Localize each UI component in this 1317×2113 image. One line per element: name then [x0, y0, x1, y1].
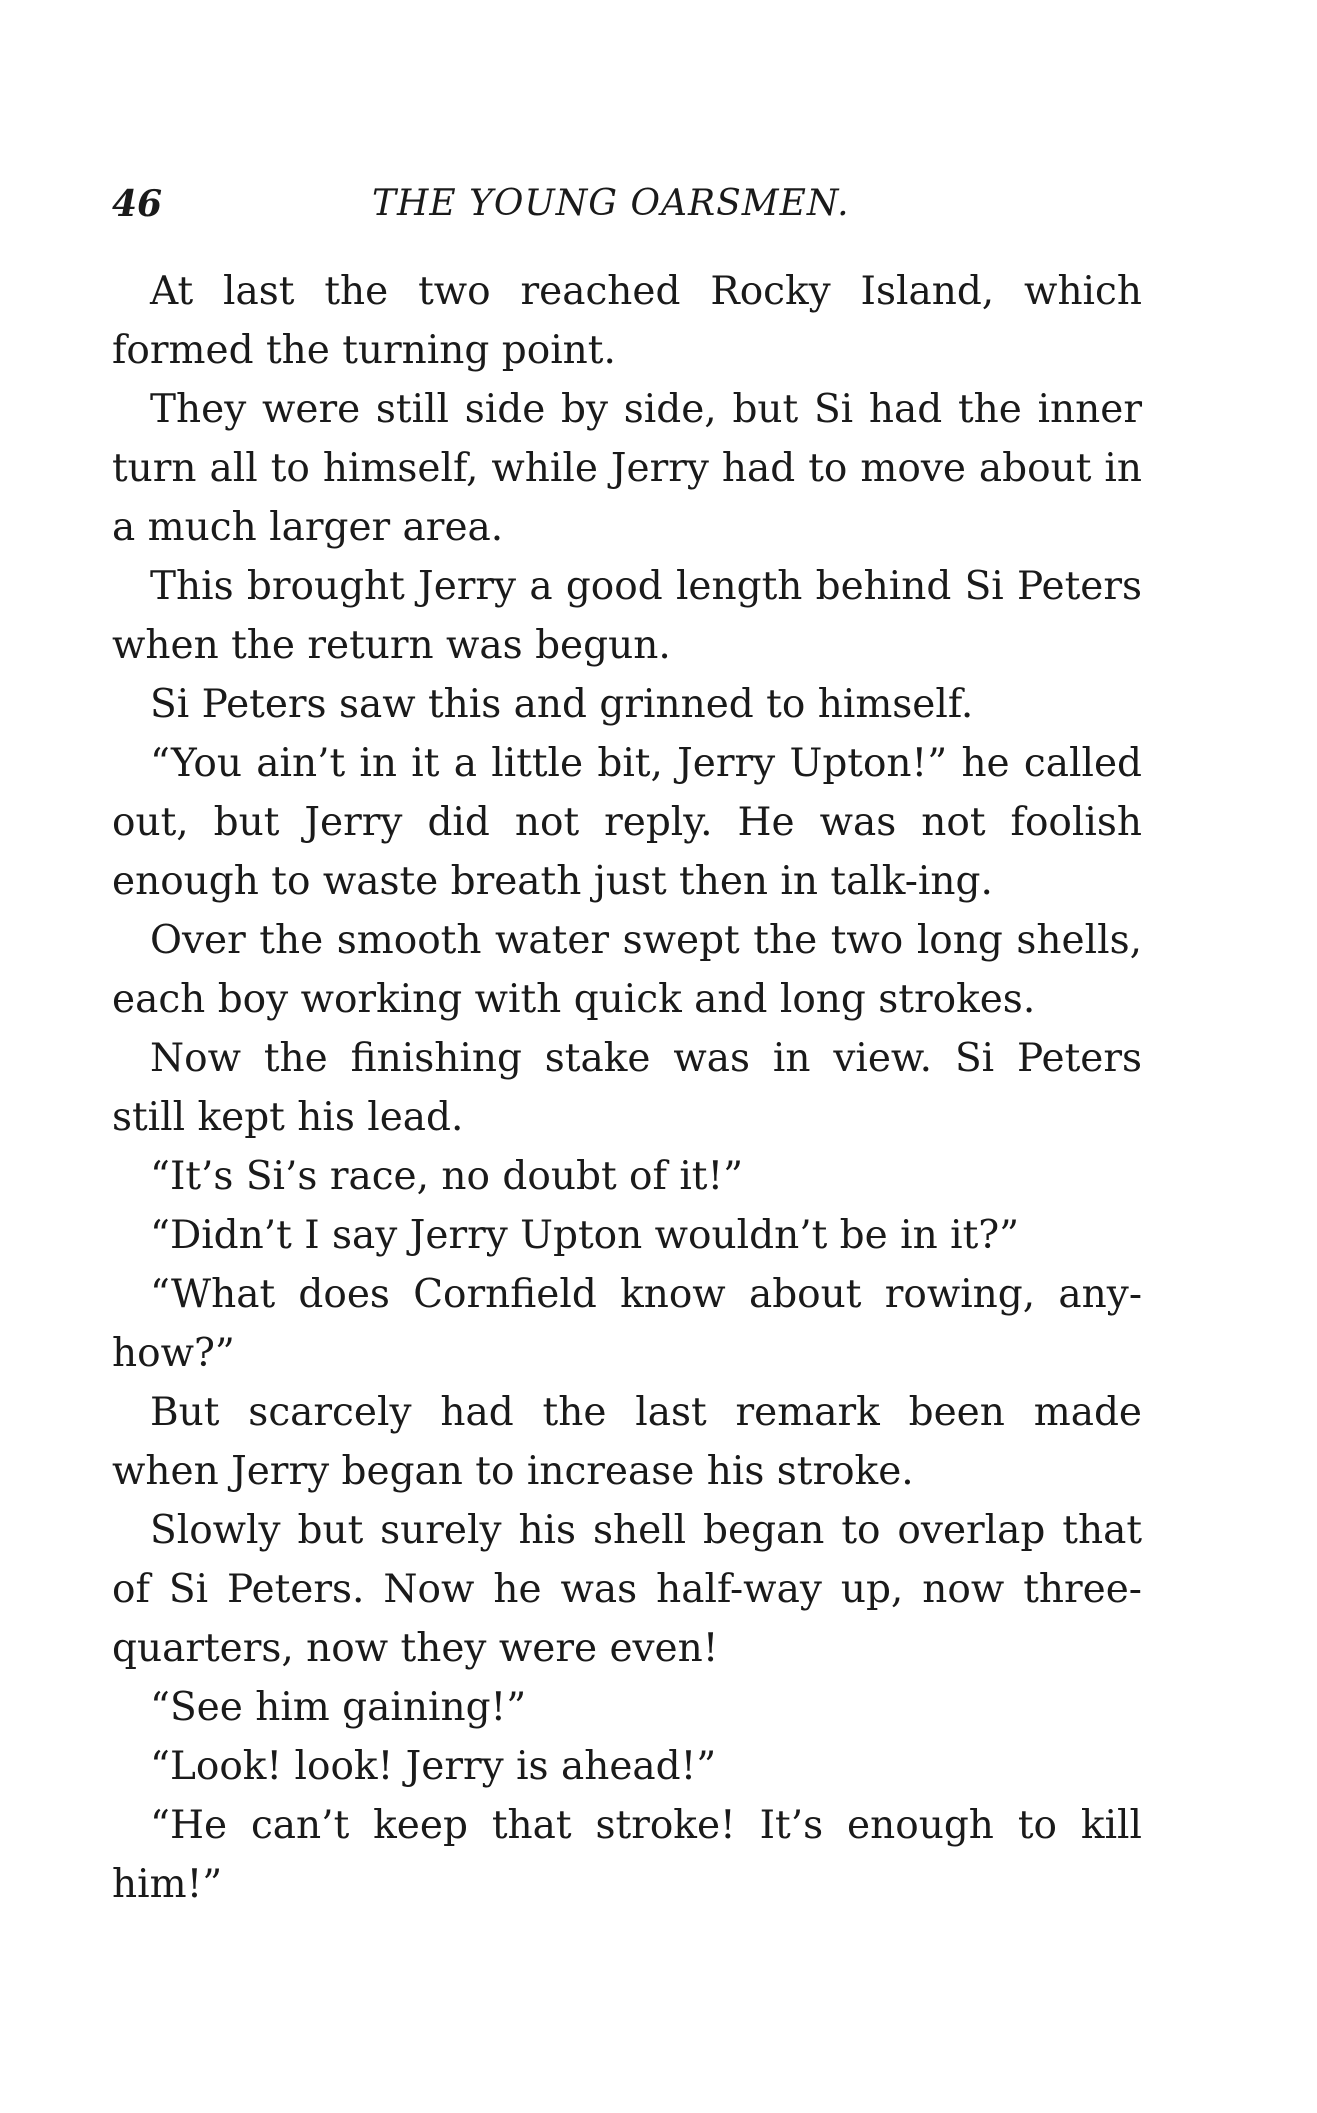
paragraph: “He can’t keep that stroke! It’s enough to kill him!” — [112, 1803, 1142, 1907]
paragraph: “It’s Si’s race, no doubt of it!” — [150, 1154, 744, 1199]
body-text — [112, 262, 1142, 1914]
paragraph: They were still side by side, but Si had the inner turn all to himself, while Jerry had to move about in a much larger area. — [112, 387, 1142, 550]
page-header — [112, 178, 1142, 230]
paragraph: “You ain’t in it a little bit, Jerry Upton!” he called out, but Jerry did not reply. He was not foolish enough to waste breath just then in talk-ing. — [112, 741, 1142, 904]
paragraph: Over the smooth water swept the two long shells, each boy working with quick and long strokes. — [112, 918, 1142, 1022]
paragraph: Si Peters saw this and grinned to himself. — [150, 682, 974, 727]
running-title: THE YOUNG OARSMEN. — [372, 183, 850, 224]
paragraph: “Look! look! Jerry is ahead!” — [150, 1744, 717, 1789]
paragraph: “Didn’t I say Jerry Upton wouldn’t be in it?” — [150, 1213, 1020, 1258]
paragraph: This brought Jerry a good length behind Si Peters when the return was begun. — [112, 564, 1142, 668]
page-number: 46 — [112, 183, 163, 225]
paragraph: Slowly but surely his shell began to overlap that of Si Peters. Now he was half-way up, now three-quarters, now they were even! — [112, 1508, 1142, 1671]
paragraph: “What does Cornfield know about rowing, any-how?” — [112, 1272, 1142, 1376]
paragraph: “See him gaining!” — [150, 1685, 527, 1730]
paragraph: At last the two reached Rocky Island, which formed the turning point. — [112, 269, 1142, 373]
paragraph: But scarcely had the last remark been made when Jerry began to increase his stroke. — [112, 1390, 1142, 1494]
paragraph: Now the finishing stake was in view. Si Peters still kept his lead. — [112, 1036, 1142, 1140]
